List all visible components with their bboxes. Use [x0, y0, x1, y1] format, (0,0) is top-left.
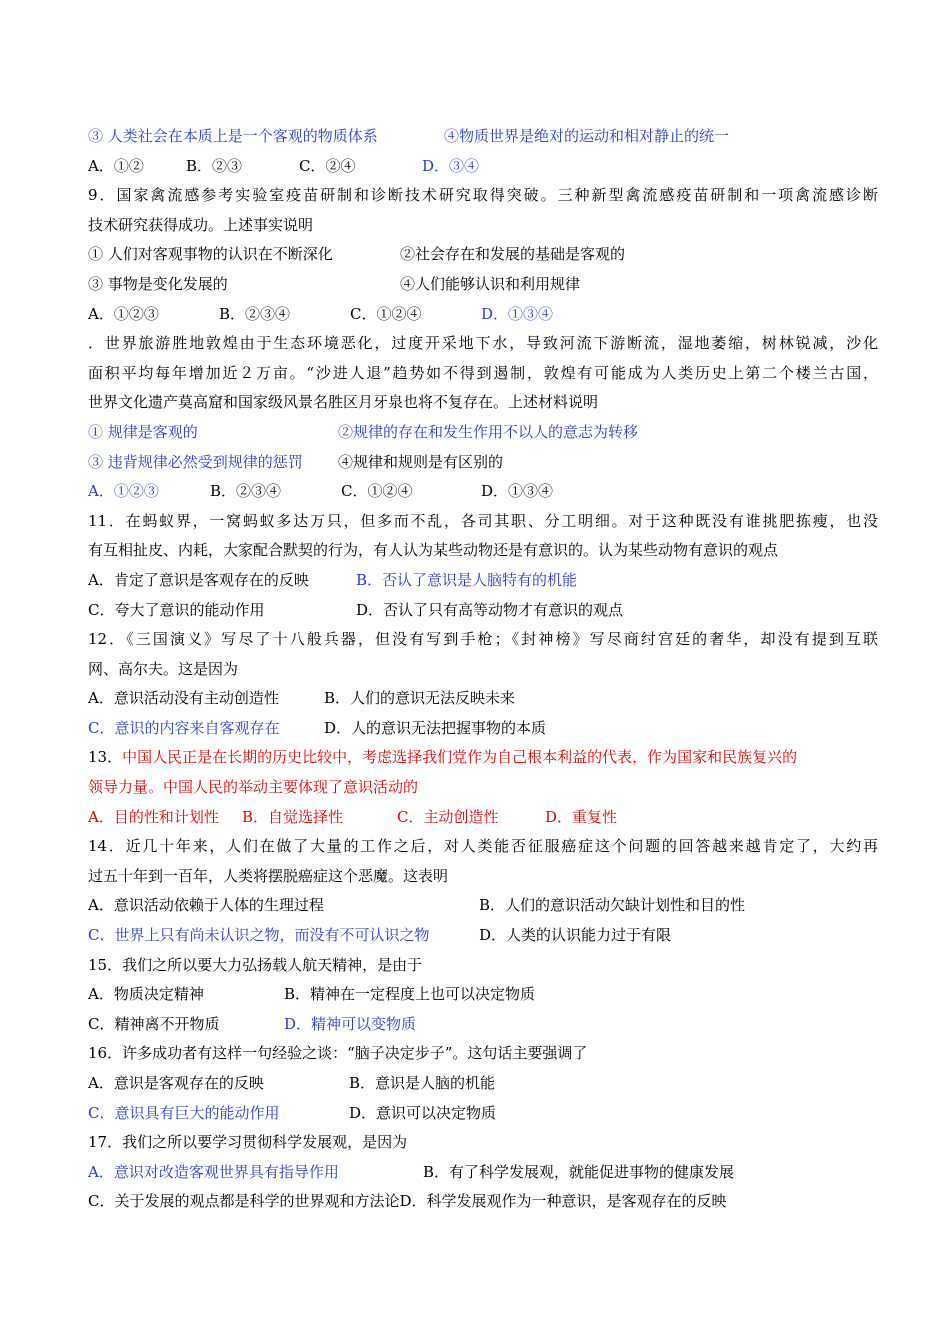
q16-choice-c: C．意识具有巨大的能动作用: [88, 1103, 280, 1122]
q14-choice-c: C．世界上只有尚未认识之物，而没有不可认识之物: [88, 926, 430, 945]
q17-choice-d: D．科学发展观作为一种意识，是客观存在的反映: [399, 1192, 727, 1211]
q10-choice-b: B．②③④: [210, 482, 282, 501]
q14-choices-row-2: [88, 921, 878, 951]
q10-stem-line-3: 世界文化遗产莫高窟和国家级风景名胜区月牙泉也将不复存在。上述材料说明: [88, 393, 599, 412]
q15-choice-a: A．物质决定精神: [88, 985, 204, 1004]
q9-options-row-1: [88, 240, 878, 270]
q16-choices-row-2: [88, 1099, 878, 1129]
q14-choice-b: B．人们的意识活动欠缺计划性和目的性: [479, 896, 746, 915]
q13-stem-line-2: 领导力量。中国人民的举动主要体现了意识活动的: [88, 778, 419, 797]
q12-choices-row-2: [88, 714, 878, 744]
q13-choices: [88, 803, 878, 833]
q10-option-1: ① 规律是客观的: [88, 422, 198, 441]
q12-choice-c: C．意识的内容来自客观存在: [88, 718, 280, 737]
q8-choice-b: B．②③: [186, 156, 243, 175]
q15-choice-b: B．精神在一定程度上也可以决定物质: [284, 985, 536, 1004]
q13-choice-c: C．主动创造性: [397, 807, 499, 826]
q14-stem-line-2: 过五十年到一百年，人类将摆脱癌症这个恶魔。这表明: [88, 866, 449, 885]
q10-option-2: ②规律的存在和发生作用不以人的意志为转移: [338, 422, 639, 441]
q11-stem-line-1: 11．在蚂蚁界，一窝蚂蚁多达万只，但多而不乱，各司其职、分工明细。对于这种既没有谁挑肥拣瘦，也没: [88, 511, 878, 530]
q9-stem-line-2: 技术研究获得成功。上述事实说明: [88, 215, 314, 234]
q9-option-1: ① 人们对客观事物的认识在不断深化: [88, 245, 333, 264]
q9-choice-c: C．①②④: [350, 304, 422, 323]
q10-option-4: ④规律和规则是有区别的: [338, 452, 504, 471]
q14-choices-row-1: [88, 891, 878, 921]
q10-options-row-2: [88, 448, 878, 478]
q12-choices-row-1: [88, 684, 878, 714]
q9-choice-b: B．②③④: [219, 304, 291, 323]
q9-option-2: ②社会存在和发展的基础是客观的: [400, 245, 626, 264]
q12-choice-d: D．人的意识无法把握事物的本质: [324, 718, 547, 737]
q10-choice-a: A．①②③: [88, 482, 159, 501]
q13-choice-d: D．重复性: [545, 807, 618, 826]
q14-choice-a: A．意识活动依赖于人体的生理过程: [88, 896, 324, 915]
q10-option-3: ③ 违背规律必然受到规律的惩罚: [88, 452, 303, 471]
q8-option-4: ④物质世界是绝对的运动和相对静止的统一: [444, 127, 730, 145]
q17-choices-row-2: [88, 1187, 878, 1217]
q10-stem-line-1: ．世界旅游胜地敦煌由于生态环境恶化，过度开采地下水，导致河流下游断流，湿地萎缩，树林锐减，沙化: [88, 334, 878, 353]
q8-options-row-2: [88, 122, 878, 152]
q10-options-row-1: [88, 418, 878, 448]
q16-stem-line-1: 16．许多成功者有这样一句经验之谈：“脑子决定步子”。这句话主要强调了: [88, 1044, 588, 1063]
q15-choices-row-2: [88, 1010, 878, 1040]
q17-choices-row-1: [88, 1158, 878, 1188]
q16-choice-a: A．意识是客观存在的反映: [88, 1074, 264, 1092]
q17-choice-a: A．意识对改造客观世界具有指导作用: [88, 1162, 339, 1181]
q9-stem-line-1: 9．国家禽流感参考实验室疫苗研制和诊断技术研究取得突破。三种新型禽流感疫苗研制和一项禽流感诊断: [88, 186, 878, 205]
q10-stem-line-2: 面积平均每年增加近２万亩。“沙进人退”趋势如不得到遏制，敦煌有可能成为人类历史上第二个楼兰古国，: [88, 363, 878, 382]
q17-choice-b: B．有了科学发展观，就能促进事物的健康发展: [423, 1162, 735, 1181]
q11-choice-a: A．肯定了意识是客观存在的反映: [88, 570, 309, 589]
q16-choices-row-1: [88, 1069, 878, 1099]
q10-choice-c: C．①②④: [341, 482, 413, 501]
q15-choice-c: C．精神离不开物质: [88, 1014, 220, 1033]
q14-choice-d: D．人类的认识能力过于有限: [479, 926, 672, 945]
q13-choice-a: A．目的性和计划性: [88, 807, 219, 826]
q8-choices: [88, 152, 878, 182]
q12-choice-a: A．意识活动没有主动创造性: [88, 689, 279, 708]
q13-stem-line-1: [88, 743, 878, 773]
q15-choices-row-1: [88, 980, 878, 1010]
q11-choices-row-1: [88, 566, 878, 596]
q9-option-4: ④人们能够认识和利用规律: [400, 274, 581, 293]
q15-choice-d: D．精神可以变物质: [284, 1014, 417, 1033]
q9-option-3: ③ 事物是变化发展的: [88, 274, 228, 293]
q8-choice-a: A．①②: [88, 156, 144, 175]
q12-stem-line-1: 12．《三国演义》写尽了十八般兵器，但没有写到手枪；《封神榜》写尽商纣宫廷的奢华，却没有提到互联: [88, 630, 878, 649]
q11-choice-d: D．否认了只有高等动物才有意识的观点: [356, 600, 624, 619]
q12-stem-line-2: 网、高尔夫。这是因为: [88, 659, 239, 678]
q11-choice-c: C．夸大了意识的能动作用: [88, 600, 265, 619]
q13-number: 13．: [88, 748, 123, 767]
q15-stem-line-1: 15．我们之所以要大力弘扬载人航天精神，是由于: [88, 955, 423, 974]
q12-choice-b: B．人们的意识无法反映未来: [324, 689, 516, 708]
q9-choice-a: A．①②③: [88, 304, 159, 323]
q17-stem-line-1: 17．我们之所以要学习贯彻科学发展观，是因为: [88, 1133, 408, 1152]
q13-stem-text: 中国人民正是在长期的历史比较中，考虑选择我们党作为自己根本利益的代表，作为国家和民族复兴的: [122, 748, 798, 767]
q8-choice-d: D．③④: [422, 156, 480, 175]
q16-choice-d: D．意识可以决定物质: [349, 1103, 497, 1122]
q13-choice-b: B．自觉选择性: [242, 807, 344, 826]
q9-choices: [88, 300, 878, 330]
q14-stem-line-1: 14．近几十年来，人们在做了大量的工作之后，对人类能否征服癌症这个问题的回答越来越肯定了，大约再: [88, 837, 878, 856]
q11-choices-row-2: [88, 596, 878, 626]
q10-choices: [88, 477, 878, 507]
q17-choice-c: C．关于发展的观点都是科学的世界观和方法论: [88, 1192, 400, 1211]
q10-choice-d: D．①③④: [481, 482, 554, 501]
q11-stem-line-2: 有互相扯皮、内耗，大家配合默契的行为，有人认为某些动物还是有意识的。认为某些动物有意识的观点: [88, 541, 779, 560]
q11-choice-b: B．否认了意识是人脑特有的机能: [356, 570, 578, 589]
q9-choice-d: D．①③④: [481, 304, 554, 323]
q8-choice-c: C．②④: [299, 156, 356, 175]
q9-options-row-2: [88, 270, 878, 300]
q16-choice-b: B．意识是人脑的机能: [349, 1074, 496, 1092]
q8-option-3: ③ 人类社会在本质上是一个客观的物质体系: [88, 127, 378, 145]
exam-page: [88, 122, 878, 1217]
